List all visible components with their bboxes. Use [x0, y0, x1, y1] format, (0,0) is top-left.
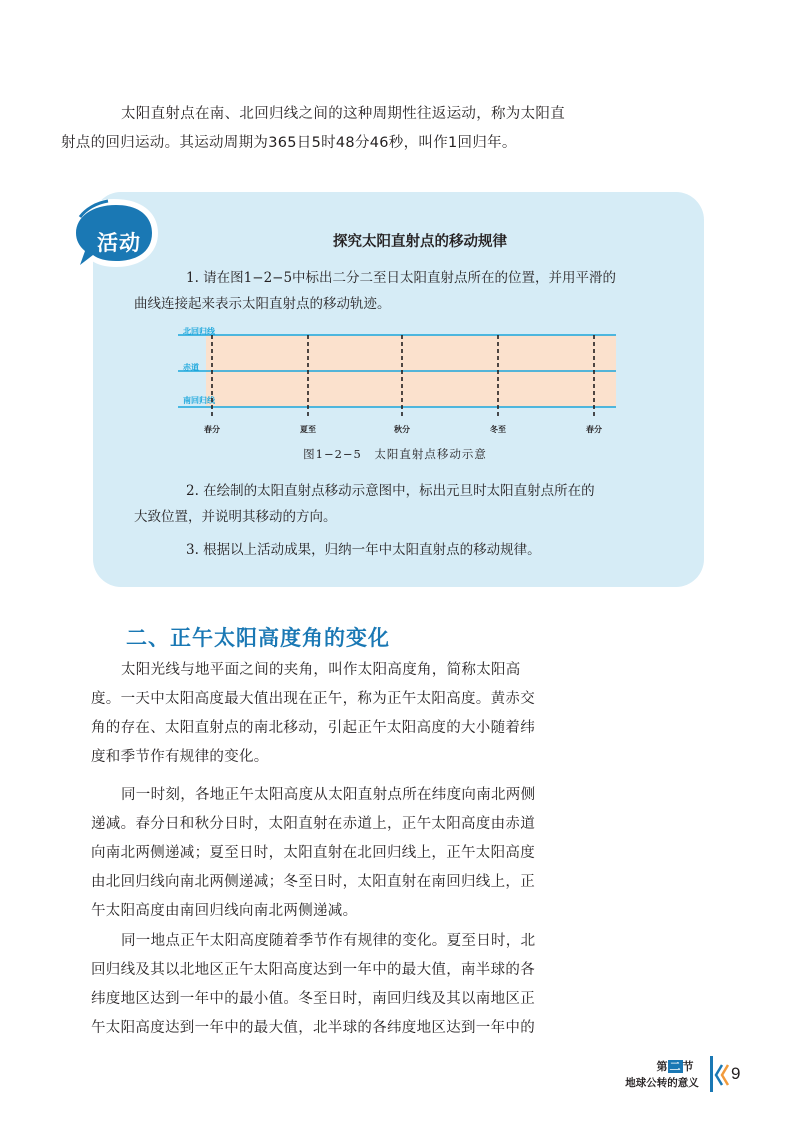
sun-direct-point-diagram	[178, 323, 623, 438]
figure-caption: 图1−2−5 太阳直射点移动示意	[303, 447, 487, 461]
date-label-summer-solstice: 夏至	[300, 425, 316, 434]
p1-line-3: 角的存在、太阳直射点的南北移动，引起正午太阳高度的大小随着纬	[91, 720, 535, 736]
p3-line-3: 纬度地区达到一年中的最小值。冬至日时，南回归线及其以南地区正	[91, 991, 535, 1007]
p2-line-5: 午太阳高度由南回归线向南北两侧递减。	[91, 903, 358, 919]
activity-item-2-line-2: 大致位置，并说明其移动的方向。	[134, 509, 337, 525]
body-paragraph-2	[91, 781, 591, 926]
section-title: 二、正午太阳高度角的变化	[126, 626, 390, 650]
footer-divider	[710, 1056, 713, 1092]
double-chevron-icon	[714, 1064, 730, 1086]
intro-line-1: 太阳直射点在南、北回归线之间的这种周期性往返运动，称为太阳直	[121, 106, 565, 122]
date-label-spring-equinox: 春分	[204, 425, 220, 434]
activity-item-2	[134, 478, 680, 530]
p3-line-4: 午太阳高度达到一年中的最大值，北半球的各纬度地区达到一年中的	[91, 1020, 535, 1036]
p1-line-1: 太阳光线与地平面之间的夹角，叫作太阳高度角，简称太阳高	[121, 662, 521, 678]
activity-item-1	[134, 265, 680, 317]
p2-line-1: 同一时刻，各地正午太阳高度从太阳直射点所在纬度向南北两侧	[121, 787, 536, 803]
intro-paragraph	[61, 100, 591, 158]
p1-line-4: 度和季节作有规律的变化。	[91, 749, 269, 765]
activity-title: 探究太阳直射点的移动规律	[333, 234, 507, 250]
body-paragraph-3	[91, 927, 591, 1043]
intro-line-2: 射点的回归运动。其运动周期为365日5时48分46秒，叫作1回归年。	[61, 135, 517, 151]
p3-line-2: 回归线及其以北地区正午太阳高度达到一年中的最大值，南半球的各	[91, 962, 535, 978]
activity-item-3: 3. 根据以上活动成果，归纳一年中太阳直射点的移动规律。	[186, 542, 541, 558]
label-tropic-of-cancer: 北回归线	[183, 327, 215, 336]
activity-item-2-line-1: 2. 在绘制的太阳直射点移动示意图中，标出元旦时太阳直射点所在的	[186, 483, 595, 499]
date-label-autumn-equinox: 秋分	[394, 425, 410, 434]
activity-item-1-line-2: 曲线连接起来表示太阳直射点的移动轨迹。	[134, 296, 391, 312]
body-paragraph-1	[91, 656, 591, 772]
label-equator: 赤道	[183, 363, 199, 372]
footer-section-label	[645, 1058, 705, 1074]
p1-line-2: 度。一天中太阳高度最大值出现在正午，称为正午太阳高度。黄赤交	[91, 691, 535, 707]
p2-line-3: 向南北两侧递减；夏至日时，太阳直射在北回归线上，正午太阳高度	[91, 845, 535, 861]
footer-section-suffix: 节	[682, 1060, 694, 1073]
footer-subtitle: 地球公转的意义	[625, 1077, 699, 1089]
footer-section-prefix: 第	[656, 1060, 668, 1073]
date-label-next-spring-equinox: 春分	[586, 425, 602, 434]
date-label-winter-solstice: 冬至	[490, 425, 506, 434]
label-tropic-of-capricorn: 南回归线	[183, 396, 215, 405]
p2-line-2: 递减。春分日和秋分日时，太阳直射在赤道上，正午太阳高度由赤道	[91, 816, 535, 832]
p2-line-4: 由北回归线向南北两侧递减；冬至日时，太阳直射在南回归线上，正	[91, 874, 535, 890]
footer-section-number: 二	[669, 1060, 681, 1073]
activity-badge: 活动	[97, 231, 141, 255]
p3-line-1: 同一地点正午太阳高度随着季节作有规律的变化。夏至日时，北	[121, 933, 536, 949]
page-number: 9	[731, 1064, 741, 1083]
activity-item-1-line-1: 1. 请在图1−2−5中标出二分二至日太阳直射点所在的位置，并用平滑的	[186, 270, 617, 286]
